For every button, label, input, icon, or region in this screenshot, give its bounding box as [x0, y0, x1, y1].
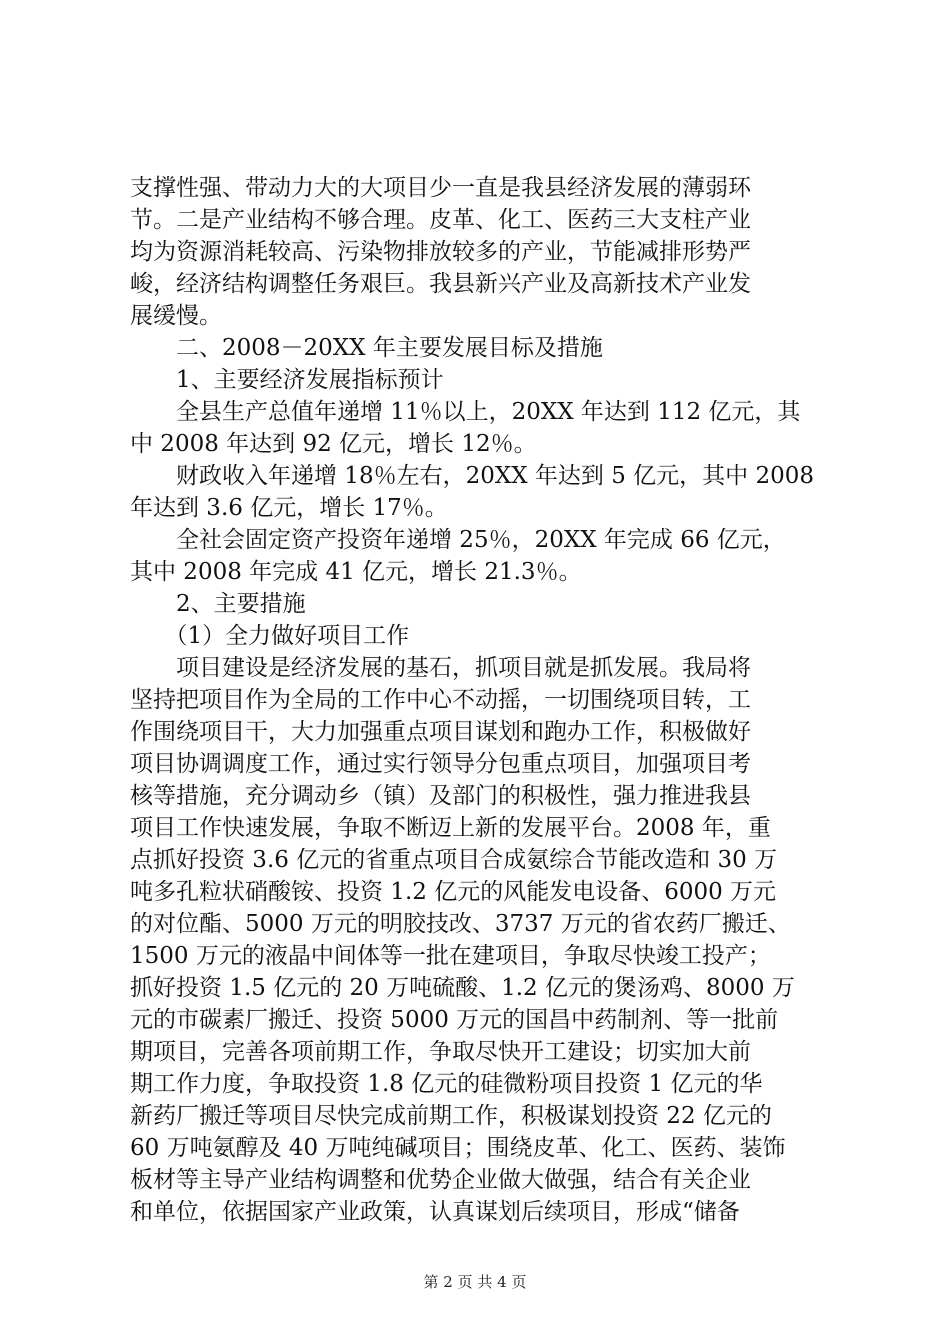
subsection-heading: 2、主要措施 [130, 591, 306, 617]
text-line: 项目协调调度工作，通过实行领导分包重点项目，加强项目考 [130, 751, 751, 777]
text-line: 吨多孔粒状硝酸铵、投资 1.2 亿元的风能发电设备、6000 万元 [130, 879, 777, 905]
text-line: 的对位酯、5000 万元的明胶技改、3737 万元的省农药厂搬迁、 [130, 911, 791, 937]
text-line: 均为资源消耗较高、污染物排放较多的产业，节能减排形势严 [130, 239, 751, 265]
text-line: 展缓慢。 [130, 303, 222, 329]
text-line: 中 2008 年达到 92 亿元，增长 12％。 [130, 431, 537, 457]
text-line: 项目工作快速发展，争取不断迈上新的发展平台。2008 年，重 [130, 815, 771, 841]
text-line: 期项目，完善各项前期工作，争取尽快开工建设；切实加大前 [130, 1039, 751, 1065]
text-line: 核等措施，充分调动乡（镇）及部门的积极性，强力推进我县 [130, 783, 751, 809]
text-line: 财政收入年递增 18％左右，20XX 年达到 5 亿元，其中 2008 [130, 463, 815, 489]
text-line: 全县生产总值年递增 11％以上，20XX 年达到 112 亿元，其 [130, 399, 801, 425]
text-line: 项目建设是经济发展的基石，抓项目就是抓发展。我局将 [130, 655, 751, 681]
text-line: 板材等主导产业结构调整和优势企业做大做强，结合有关企业 [130, 1167, 751, 1193]
page-number-footer: 第 2 页 共 4 页 [423, 1273, 527, 1291]
document-body [130, 172, 830, 1228]
text-line: 60 万吨氨醇及 40 万吨纯碱项目；围绕皮革、化工、医药、装饰 [130, 1135, 786, 1161]
subsection-heading: （1）全力做好项目工作 [130, 623, 410, 649]
text-line: 元的市碳素厂搬迁、投资 5000 万元的国昌中药制剂、等一批前 [130, 1007, 779, 1033]
text-line: 抓好投资 1.5 亿元的 20 万吨硫酸、1.2 亿元的煲汤鸡、8000 万 [130, 975, 795, 1001]
text-line: 峻，经济结构调整任务艰巨。我县新兴产业及高新技术产业发 [130, 271, 751, 297]
text-line: 新药厂搬迁等项目尽快完成前期工作，积极谋划投资 22 亿元的 [130, 1103, 772, 1129]
text-line: 坚持把项目作为全局的工作中心不动摇，一切围绕项目转，工 [130, 687, 751, 713]
section-heading: 二、2008－20XX 年主要发展目标及措施 [130, 335, 603, 361]
text-line: 作围绕项目干，大力加强重点项目谋划和跑办工作，积极做好 [130, 719, 751, 745]
text-line: 和单位，依据国家产业政策，认真谋划后续项目，形成“储备 [130, 1199, 740, 1225]
text-line: 节。二是产业结构不够合理。皮革、化工、医药三大支柱产业 [130, 207, 751, 233]
text-line: 1500 万元的液晶中间体等一批在建项目，争取尽快竣工投产； [130, 943, 771, 969]
text-line: 全社会固定资产投资年递增 25％，20XX 年完成 66 亿元， [130, 527, 786, 553]
subsection-heading: 1、主要经济发展指标预计 [130, 367, 444, 393]
text-line: 支撑性强、带动力大的大项目少一直是我县经济发展的薄弱环 [130, 175, 751, 201]
text-line: 期工作力度，争取投资 1.8 亿元的硅微粉项目投资 1 亿元的华 [130, 1071, 763, 1097]
text-line: 年达到 3.6 亿元，增长 17％。 [130, 495, 448, 521]
text-line: 点抓好投资 3.6 亿元的省重点项目合成氨综合节能改造和 30 万 [130, 847, 778, 873]
text-line: 其中 2008 年完成 41 亿元，增长 21.3％。 [130, 559, 582, 585]
